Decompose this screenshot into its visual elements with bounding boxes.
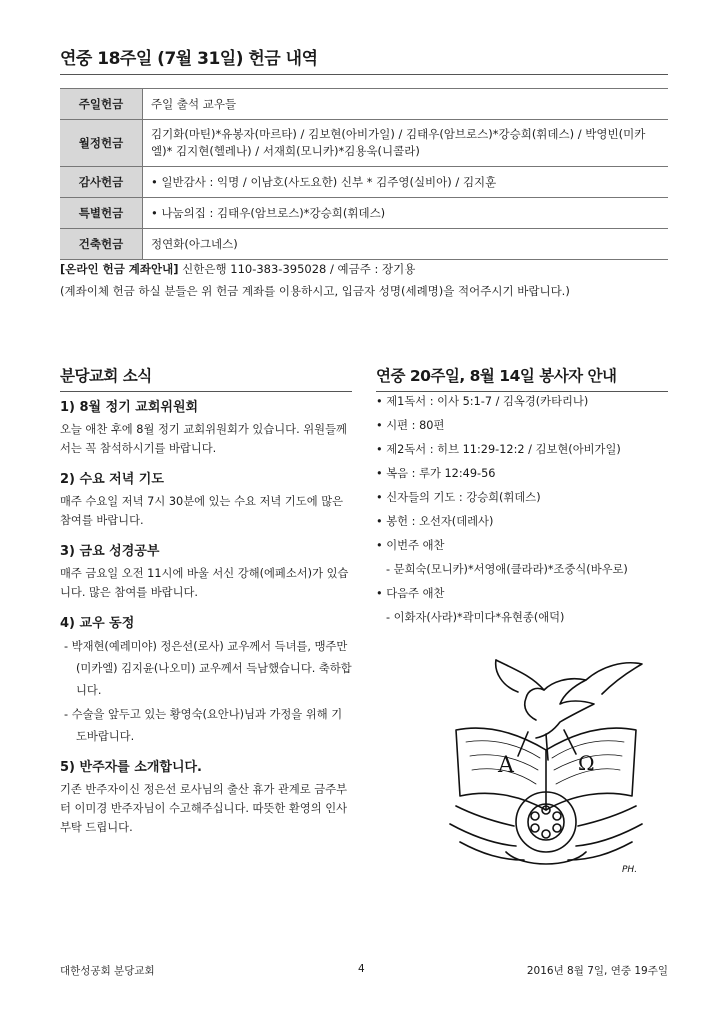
service-sub-item: - 문희숙(모니카)*서영애(클라라)*조중식(바우로) [386, 563, 628, 576]
table-row [60, 167, 668, 198]
footer-church-name: 대한성공회 분당교회 [60, 965, 155, 977]
row-value: 김기화(마틴)*유봉자(마르타) / 김보현(아비가일) / 김태우(암브로스)*강승희(휘데스) / 박영빈(미카엘)* 김지현(헬레나) / 서재희(모니카)*김용욱(니콜라) [143, 120, 669, 167]
news-title: 분당교회 소식 [60, 364, 352, 392]
omega-letter: Ω [578, 751, 595, 775]
service-title: 연중 20주일, 8월 14일 봉사자 안내 [376, 364, 668, 392]
online-account-label: [온라인 헌금 계좌안내] [60, 262, 179, 276]
service-item: • 복음 : 루가 12:49-56 [376, 467, 496, 480]
row-label: 월정헌금 [60, 120, 143, 167]
row-label: 주일헌금 [60, 89, 143, 120]
news-heading: 3) 금요 성경공부 [60, 544, 160, 559]
row-value: • 일반감사 : 익명 / 이남호(사도요한) 신부 * 김주영(실비아) / 김지훈 [143, 167, 669, 198]
footer-page-number: 4 [358, 963, 365, 975]
service-item: • 제1독서 : 이사 5:1-7 / 김옥경(카타리나) [376, 395, 589, 408]
table-row [60, 89, 668, 120]
news-column [60, 396, 352, 847]
online-account-number: 신한은행 110-383-395028 / 예금주 : 장기용 [178, 262, 416, 276]
online-account-line [60, 258, 668, 280]
row-value: • 나눔의집 : 김태우(암브로스)*강승희(휘데스) [143, 198, 669, 229]
table-row [60, 120, 668, 167]
news-dash-line: - 수술을 앞두고 있는 황영숙(요안나)님과 가정을 위해 기도바랍니다. [64, 708, 343, 743]
table-row [60, 198, 668, 229]
service-sub-item: - 이화자(사라)*곽미다*유현종(애덕) [386, 611, 565, 624]
service-item: • 제2독서 : 히브 11:29-12:2 / 김보현(아비가일) [376, 443, 621, 456]
row-label: 건축헌금 [60, 229, 143, 260]
news-body: 매주 금요일 오전 11시에 바울 서신 강해(에페소서)가 있습니다. 많은 참여를 바랍니다. [60, 567, 349, 599]
row-value: 정연화(아그네스) [143, 229, 669, 260]
alpha-letter: A [498, 753, 514, 778]
news-body: 오늘 애찬 후에 8월 정기 교회위원회가 있습니다. 위원들께서는 꼭 참석하시기를 바랍니다. [60, 423, 347, 455]
offering-title: 연중 18주일 (7월 31일) 헌금 내역 [60, 44, 668, 75]
service-item: • 시편 : 80편 [376, 419, 445, 432]
page-footer [60, 963, 668, 979]
service-item: • 신자들의 기도 : 강승희(휘데스) [376, 491, 541, 504]
news-dash-line: - 박재현(예레미야) 정은선(로사) 교우께서 득녀를, 맹주만(미카엘) 김지윤(나오미) 교우께서 득남했습니다. 축하합니다. [64, 640, 352, 697]
online-account-info [60, 258, 668, 302]
table-row [60, 229, 668, 260]
service-item: • 봉헌 : 오선자(데레사) [376, 515, 494, 528]
news-heading: 1) 8월 정기 교회위원회 [60, 400, 199, 415]
online-account-note: (계좌이체 헌금 하실 분들은 위 헌금 계좌를 이용하시고, 입금자 성명(세례명)을 적어주시기 바랍니다.) [60, 284, 570, 298]
news-heading: 5) 반주자를 소개합니다. [60, 760, 202, 775]
row-label: 감사헌금 [60, 167, 143, 198]
artist-signature: PH. [622, 865, 638, 875]
news-body: 매주 수요일 저녁 7시 30분에 있는 수요 저녁 기도에 많은 참여를 바랍니다. [60, 495, 344, 527]
news-heading: 2) 수요 저녁 기도 [60, 472, 164, 487]
dove-bible-chalice-illustration [436, 646, 670, 878]
service-item: • 다음주 애찬 [376, 587, 445, 600]
news-heading: 4) 교우 동정 [60, 616, 135, 631]
service-column [376, 390, 676, 630]
news-body: 기존 반주자이신 정은선 로사님의 출산 휴가 관계로 금주부터 이미경 반주자님이 수고해주십니다. 따뜻한 환영의 인사 부탁 드립니다. [60, 783, 348, 834]
footer-date: 2016년 8월 7일, 연중 19주일 [526, 965, 668, 977]
offering-table [60, 88, 668, 260]
row-value: 주일 출석 교우들 [143, 89, 669, 120]
row-label: 특별헌금 [60, 198, 143, 229]
service-item: • 이번주 애찬 [376, 539, 445, 552]
